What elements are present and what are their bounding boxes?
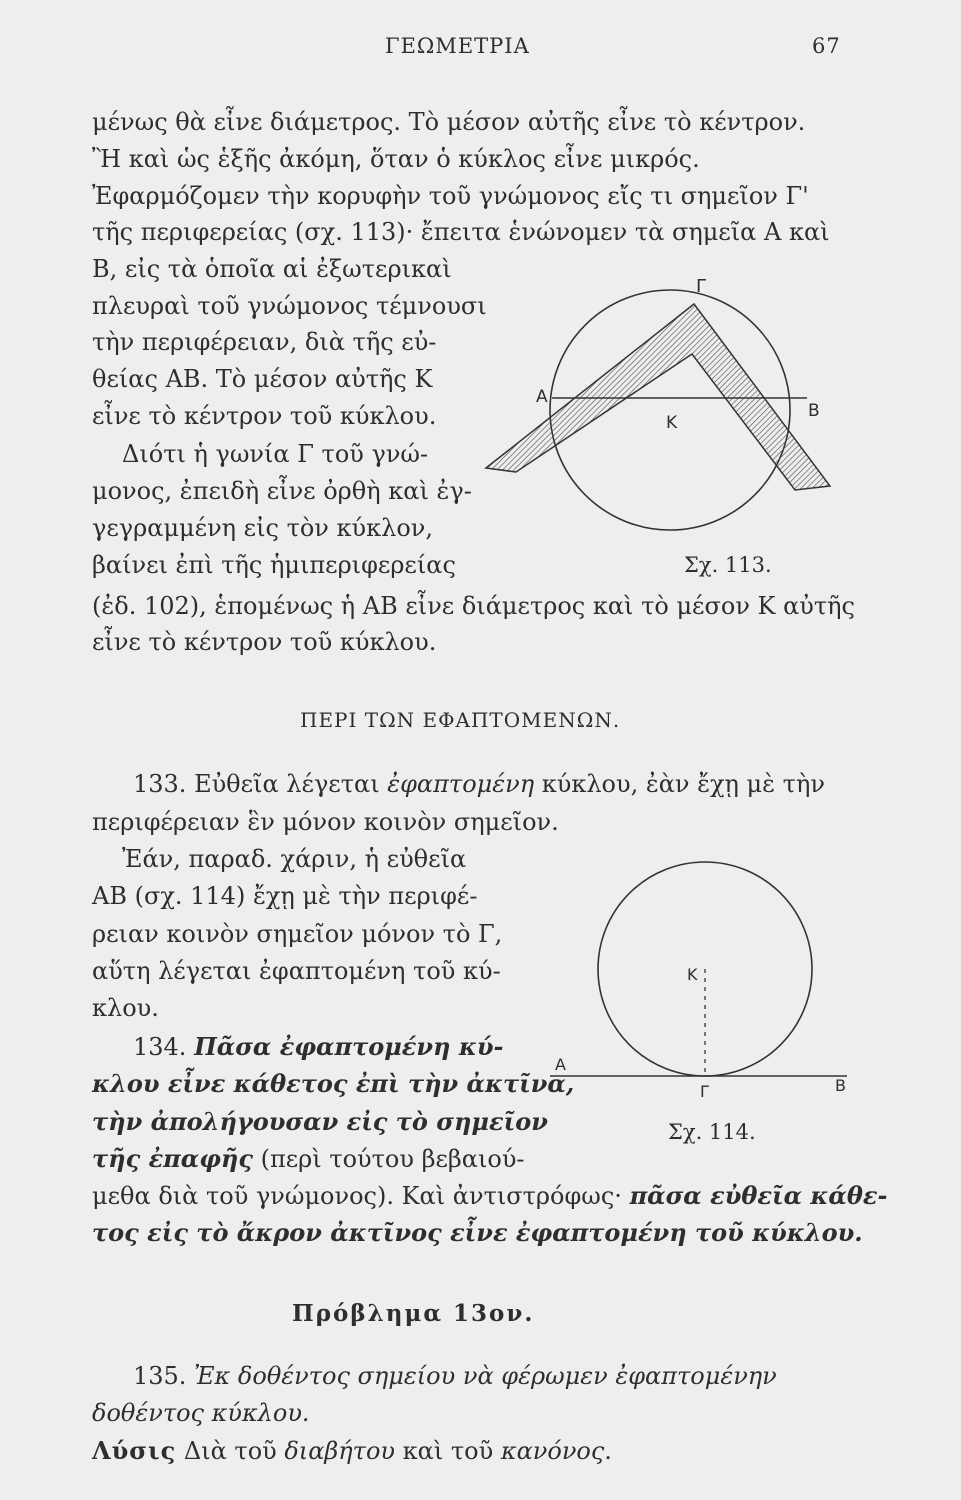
text-line: μονος, ἐπειδὴ εἶνε ὀρθὴ καὶ ἐγ- bbox=[92, 477, 472, 505]
text-line: περιφέρειαν ἓν μόνον κοινὸν σημεῖον. bbox=[92, 808, 559, 836]
text-line: Ἢ καὶ ὡς ἑξῆς ἀκόμη, ὅταν ὁ κύκλος εἶνε μικρός. bbox=[92, 145, 700, 173]
text-line bbox=[133, 1032, 503, 1061]
theorem-text: πᾶσα εὐθεῖα κάθε- bbox=[629, 1181, 888, 1210]
text-line bbox=[133, 770, 825, 798]
text-span: μεθα διὰ τοῦ γνώμονος). Καὶ ἀντιστρόφως· bbox=[92, 1182, 630, 1210]
label-b: Β bbox=[808, 401, 820, 421]
figure-114 bbox=[545, 855, 855, 1101]
text-line: Β, εἰς τὰ ὁποῖα αἱ ἐξωτερικαὶ bbox=[92, 255, 452, 283]
problem-statement: Ἐκ δοθέντος σημείου νὰ φέρωμεν ἐφαπτομένην bbox=[194, 1362, 777, 1390]
text-line: κλου εἶνε κάθετος ἐπὶ τὴν ἀκτῖνα, bbox=[92, 1069, 575, 1098]
text-span: Διὰ τοῦ bbox=[176, 1437, 285, 1465]
para-number: 134. bbox=[133, 1033, 195, 1061]
text-line: αὕτη λέγεται ἐφαπτομένη τοῦ κύ- bbox=[92, 957, 501, 985]
para-number: 133. Εὐθεῖα λέγεται bbox=[133, 770, 388, 798]
text-line: τὴν περιφέρειαν, διὰ τῆς εὐ- bbox=[92, 328, 437, 356]
text-line: ρειαν κοινὸν σημεῖον μόνον τὸ Γ, bbox=[92, 920, 503, 948]
label-a: Α bbox=[536, 387, 548, 407]
term-italic: ἐφαπτομένη bbox=[387, 770, 535, 798]
text-line: μένως θὰ εἶνε διάμετρος. Τὸ μέσον αὐτῆς εἶνε τὸ κέντρον. bbox=[92, 108, 806, 136]
theorem-text: Πᾶσα ἐφαπτομένη κύ- bbox=[194, 1032, 504, 1061]
problem-title: Πρόβλημα 13ον. bbox=[292, 1300, 535, 1327]
figure-113 bbox=[470, 270, 850, 575]
text-line: τὴν ἀπολήγουσαν εἰς τὸ σημεῖον bbox=[92, 1107, 548, 1136]
text-span: κύκλου, ἐὰν ἔχῃ μὲ τὴν bbox=[534, 770, 825, 798]
text-line: Διότι ἡ γωνία Γ τοῦ γνώ- bbox=[122, 440, 429, 468]
text-line: ΑΒ (σχ. 114) ἔχῃ μὲ τὴν περιφέ- bbox=[92, 882, 478, 910]
page-number: 67 bbox=[812, 34, 841, 58]
text-line: (ἐδ. 102), ἑπομένως ἡ ΑΒ εἶνε διάμετρος καὶ τὸ μέσον Κ αὐτῆς bbox=[92, 592, 855, 620]
text-line: εἶνε τὸ κέντρον τοῦ κύκλου. bbox=[92, 628, 437, 656]
label-k: Κ bbox=[666, 413, 678, 433]
text-line bbox=[92, 1144, 525, 1173]
running-head: ΓΕΩΜΕΤΡΙΑ bbox=[385, 34, 530, 58]
theorem-text: τῆς ἐπαφῆς bbox=[92, 1144, 253, 1173]
text-line: εἶνε τὸ κέντρον τοῦ κύκλου. bbox=[92, 402, 437, 430]
label-g: Γ bbox=[700, 1082, 709, 1101]
label-a: Α bbox=[555, 1055, 566, 1074]
text-line bbox=[92, 1436, 612, 1465]
para-number: 135. bbox=[133, 1362, 195, 1390]
text-line: κλου. bbox=[92, 994, 159, 1022]
text-line: πλευραὶ τοῦ γνώμονος τέμνουσι bbox=[92, 292, 487, 320]
figure-114-caption: Σχ. 114. bbox=[668, 1120, 756, 1144]
term-italic: διαβήτου bbox=[284, 1437, 395, 1465]
text-span: (περὶ τούτου βεβαιού- bbox=[252, 1145, 525, 1173]
text-line bbox=[92, 1181, 887, 1210]
text-line: τῆς περιφερείας (σχ. 113)· ἔπειτα ἑνώνομεν τὰ σημεῖα Α καὶ bbox=[92, 218, 830, 246]
label-g: Γ bbox=[696, 276, 707, 297]
text-span: . bbox=[604, 1437, 612, 1465]
text-line: τος εἰς τὸ ἄκρον ἀκτῖνος εἶνε ἐφαπτομένη τοῦ κύκλου. bbox=[92, 1218, 863, 1247]
solution-label: Λύσις bbox=[92, 1436, 177, 1465]
text-line: βαίνει ἐπὶ τῆς ἡμιπεριφερείας bbox=[92, 551, 456, 579]
text-span: καὶ τοῦ bbox=[395, 1437, 501, 1465]
text-line: Ἐάν, παραδ. χάριν, ἡ εὐθεῖα bbox=[122, 845, 467, 873]
label-k: Κ bbox=[687, 965, 698, 984]
text-line: δοθέντος κύκλου. bbox=[92, 1399, 310, 1427]
text-line: γεγραμμένη εἰς τὸν κύκλον, bbox=[92, 514, 433, 542]
section-title: ΠΕΡΙ ΤΩΝ ΕΦΑΠΤΟΜΕΝΩΝ. bbox=[300, 708, 621, 732]
label-b: Β bbox=[835, 1076, 846, 1095]
text-line: Ἐφαρμόζομεν τὴν κορυφὴν τοῦ γνώμονος εἴς τι σημεῖον Γ' bbox=[92, 182, 809, 210]
text-line bbox=[133, 1362, 777, 1390]
term-italic: κανόνος bbox=[500, 1437, 605, 1465]
figure-113-caption: Σχ. 113. bbox=[684, 553, 772, 577]
text-line: θείας ΑΒ. Τὸ μέσον αὐτῆς Κ bbox=[92, 365, 433, 393]
